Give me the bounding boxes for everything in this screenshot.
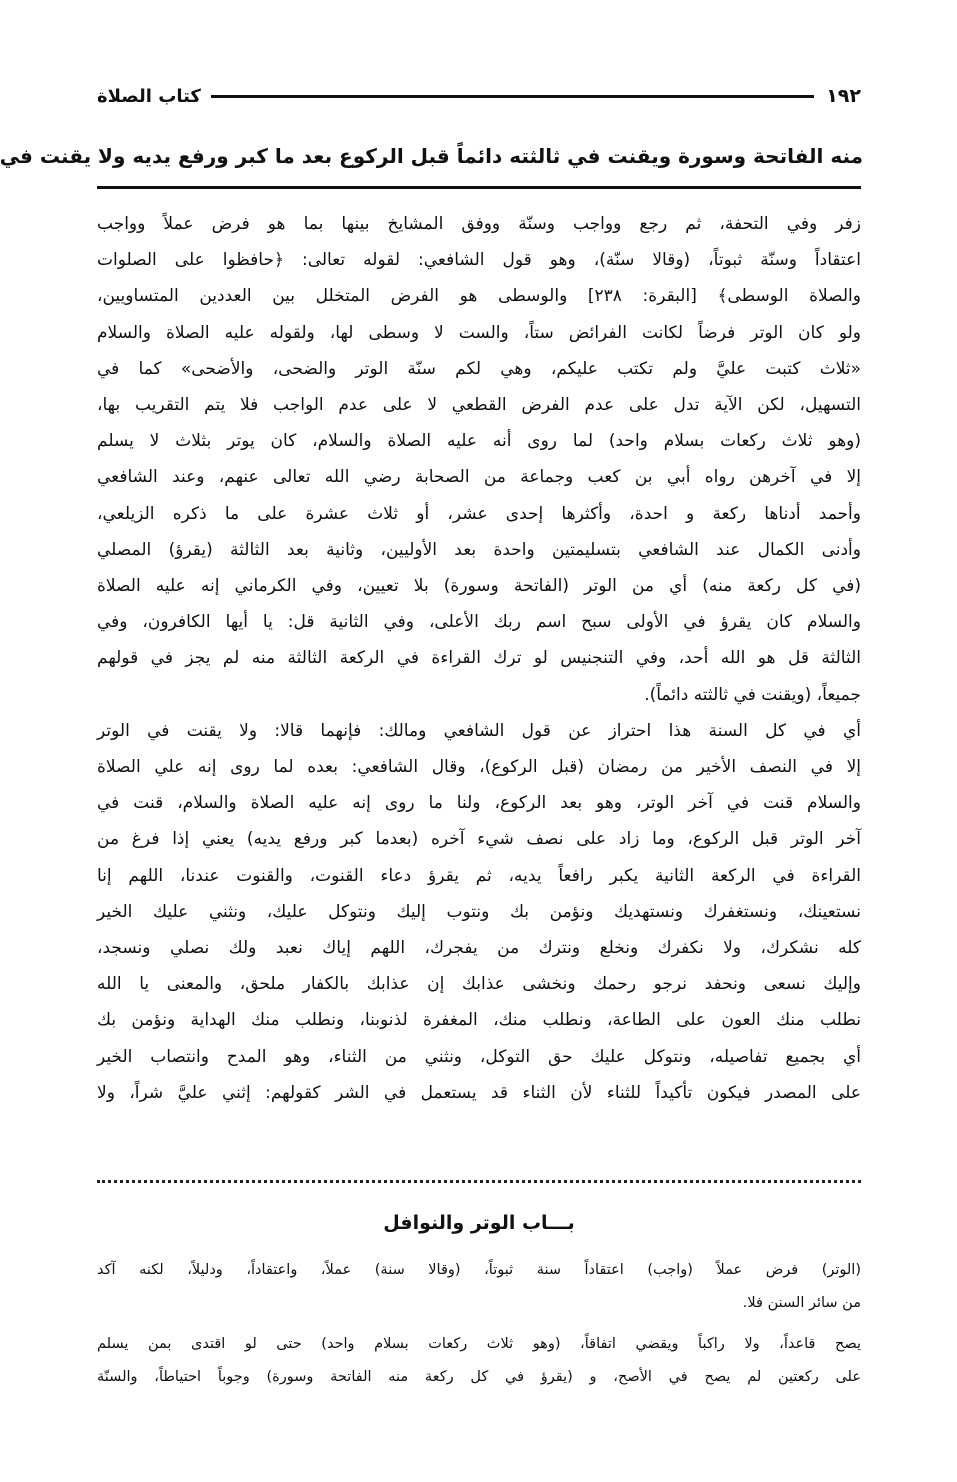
footnote-line: من سائر السنن فلا. xyxy=(742,1295,861,1311)
book-title: كتاب الصلاة xyxy=(97,85,201,107)
commentary-line: والسلام قنت في آخر الوتر، وهو بعد الركوع، ولنا ما روى إنه عليه الصلاة والسلام، قنت في xyxy=(97,793,861,814)
commentary-text xyxy=(97,206,861,1111)
commentary-line: وإليك نسعى ونحفد نرجو رحمك ونخشى عذابك إن عذابك بالكفار ملحق، والمعنى يا الله xyxy=(97,974,861,995)
book-page xyxy=(1,0,957,1482)
commentary-line: كله نشكرك، ولا نكفرك ونخلع ونترك من يفجرك، اللهم إياك نعبد ولك نصلي ونسجد، xyxy=(97,938,861,959)
commentary-line: اعتقاداً وسنّة ثبوتاً، (وقالا سنّة)، وهو قول الشافعي: لقوله تعالى: ﴿حافظوا على الصلوات xyxy=(97,250,861,271)
commentary-line: وأحمد أدناها ركعة و احدة، وأكثرها إحدى عشر، أو ثلاث عشرة على ما ذكره الزيلعي، xyxy=(97,503,861,524)
commentary-line: إلا في النصف الأخير من رمضان (قبل الركوع)، وقال الشافعي: بعده لما روى إنه علي الصلاة xyxy=(97,757,861,778)
commentary-line: إلا في آخرهن رواه أبي بن كعب وجماعة من الصحابة رضي الله تعالى عنهم، وعند الشافعي xyxy=(97,467,861,488)
commentary-line: جميعاً، (ويقنت في ثالثته دائماً). xyxy=(644,684,861,705)
running-header xyxy=(97,82,861,110)
commentary-line: (وهو ثلاث ركعات بسلام واحد) لما روى أنه عليه الصلاة والسلام، كان يوتر بثلاث لا يسلم xyxy=(97,431,861,452)
footnote-line: (الوتر) فرض عملاً (واجب) اعتقاداً سنة ثبوتاً، (وقالا سنة) عملاً، واعتقاداً، ودليلاً، لكنه آكد xyxy=(97,1262,861,1278)
footnote-divider xyxy=(97,1180,861,1183)
commentary-line: «ثلاث كتبت عليَّ ولم تكتب عليكم، وهي لكم سنّة الوتر والضحى، والأضحى» كما في xyxy=(97,358,861,379)
commentary-line: على المصدر فيكون تأكيداً للثناء لأن الثناء قد يستعمل في الشر كقولهم: إثني عليَّ شراً، ولا xyxy=(97,1082,861,1103)
commentary-line: أي في كل السنة هذا احتراز عن قول الشافعي ومالك: فإنهما قالا: ولا يقنت في الوتر xyxy=(97,720,861,741)
commentary-line: والصلاة الوسطى﴾ [البقرة: ٢٣٨] والوسطى هو الفرض المتخلل بين العددين المتساويين، xyxy=(97,286,861,307)
footnote-line: على ركعتين لم يصح في الأصح، و (يقرؤ في كل ركعة منه الفاتحة وسورة) وجوباً احتياطاً، والسنّة xyxy=(97,1369,861,1385)
commentary-line: وأدنى الكمال عند الشافعي بتسليمتين واحدة بعد الأوليين، وثانية بعد الثالثة (يقرؤ) المصلي xyxy=(97,539,861,560)
commentary-line: أي بجميع تفاصيله، ونتوكل عليك حق التوكل، ونثني من الثناء، وهو المدح وانتصاب الخير xyxy=(97,1046,861,1067)
matn-separator-rule xyxy=(97,186,861,189)
commentary-line: آخر الوتر قبل الركوع، وما زاد على نصف شيء آخره (بعدما كبر ورفع يديه) يعني إذا فرغ من xyxy=(97,829,861,850)
commentary-line: الثالثة قل هو الله أحد، وفي التنجنيس لو ترك القراءة في الركعة الثالثة منه لم يجز في قولهم xyxy=(97,648,861,669)
page-number: ١٩٢ xyxy=(826,85,861,107)
commentary-line: زفر وفي التحفة، ثم رجع وواجب وسنّة ووفق المشايخ بينها بما هو فرض عملاً وواجب xyxy=(97,214,861,234)
section-title: بـــاب الوتر والنوافل xyxy=(383,1212,575,1234)
commentary-line: نستعينك، ونستغفرك ونستهديك ونؤمن بك ونتوب إليك ونتوكل عليك، ونثني عليك الخير xyxy=(97,901,861,922)
header-rule xyxy=(211,95,814,98)
footnote-line: يصح قاعداً، ولا راكباً ويقضي اتفاقاً، (وهو ثلاث ركعات بسلام واحد) حتى لو اقتدى بمن يسلم xyxy=(97,1336,861,1352)
commentary-line: التسهيل، لكن الآية تدل على عدم الفرض القطعي لا على عدم الواجب فلا يتم التقريب بها، xyxy=(97,395,861,416)
commentary-line: والسلام كان يقرؤ في الأولى سبح اسم ربك الأعلى، وفي الثانية قل: يا أيها الكافرون، وفي xyxy=(97,612,861,633)
commentary-line: (في كل ركعة منه) أي من الوتر (الفاتحة وسورة) بلا تعيين، وفي الكرماني إنه عليه الصلاة xyxy=(97,576,861,597)
matn-text: منه الفاتحة وسورة ويقنت في ثالثته دائماً قبل الركوع بعد ما كبر ورفع يديه ولا يقنت في xyxy=(0,144,863,168)
commentary-line: القراءة في الركعة الثانية يكبر رافعاً يديه، ثم يقرؤ دعاء القنوت، والقنوت عندنا، اللهم إنا xyxy=(97,865,861,886)
footnote-text xyxy=(97,1254,861,1394)
commentary-line: نطلب منك العون على الطاعة، ونطلب منك، المغفرة لذنوبنا، ونطلب منك الهداية ونؤمن بك xyxy=(97,1010,861,1031)
commentary-line: ولو كان الوتر فرضاً لكانت الفرائض ستاً، والست لا وسطى لها، ولقوله عليه الصلاة والسلام xyxy=(97,322,861,343)
